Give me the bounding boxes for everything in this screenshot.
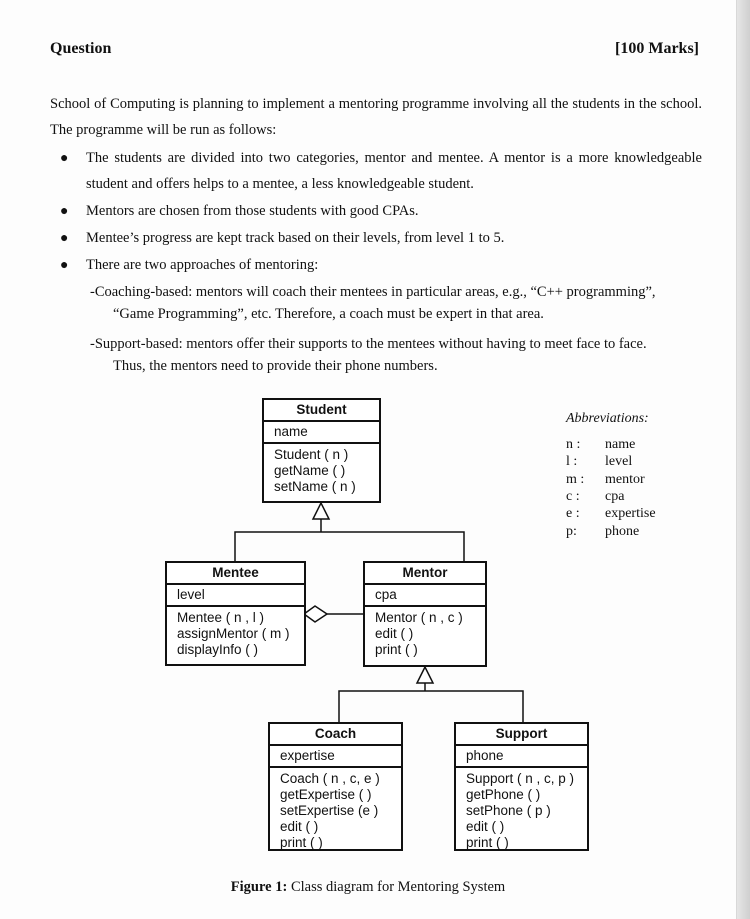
class-attribute: level [167, 585, 304, 607]
class-method: setName ( n ) [274, 479, 356, 494]
class-method: print ( ) [466, 835, 509, 850]
class-name: Mentor [365, 563, 485, 585]
class-attribute: cpa [365, 585, 485, 607]
abbreviation-key: c : [566, 489, 580, 504]
page-edge-shadow [737, 0, 750, 919]
abbreviation-value: level [605, 454, 633, 469]
class-coach [268, 722, 403, 851]
class-mentor [363, 561, 487, 667]
class-method: setExpertise (e ) [280, 803, 379, 818]
bullet-item: Mentee’s progress are kept track based on their levels, from level 1 to 5. [86, 230, 505, 246]
abbreviation-item [566, 506, 676, 524]
class-method: Support ( n , c, p ) [466, 771, 575, 786]
class-method: getExpertise ( ) [280, 787, 372, 802]
class-support [454, 722, 589, 851]
class-method: Mentee ( n , l ) [177, 610, 265, 625]
class-method: getPhone ( ) [466, 787, 541, 802]
class-method: getName ( ) [274, 463, 346, 478]
coaching-description: -Coaching-based: mentors will coach their mentees in particular areas, e.g., “C++ programming”, [90, 284, 656, 300]
bullet-icon: ● [60, 258, 69, 273]
abbreviation-item [566, 524, 676, 542]
figure-label: Figure 1: [230, 879, 288, 895]
class-mentee [165, 561, 306, 666]
inheritance-line [339, 691, 523, 722]
abbreviation-value: expertise [605, 506, 656, 521]
abbreviation-item [566, 437, 676, 455]
abbreviation-item [566, 454, 676, 472]
support-description: -Support-based: mentors offer their supports to the mentees without having to meet face to face. [90, 336, 647, 352]
class-method: Mentor ( n , c ) [375, 610, 463, 625]
class-method: assignMentor ( m ) [177, 626, 290, 641]
figure-caption-text: Class diagram for Mentoring System [287, 879, 506, 895]
marks-label: [100 Marks] [615, 40, 699, 57]
class-method: Student ( n ) [274, 447, 349, 462]
abbreviation-value: name [605, 437, 636, 452]
abbreviation-item [566, 489, 676, 507]
intro-paragraph: School of Computing is planning to implement a mentoring programme involving all the students in the school. The programme will be run as follows: [50, 96, 702, 138]
class-method: print ( ) [280, 835, 323, 850]
class-method: edit ( ) [280, 819, 319, 834]
bullet-item: There are two approaches of mentoring: [86, 257, 319, 273]
aggregation-diamond [304, 606, 327, 622]
abbreviations-title: Abbreviations: [566, 411, 649, 426]
bullet-icon: ● [60, 204, 69, 219]
abbreviation-key: l : [566, 454, 578, 469]
class-attribute: expertise [270, 746, 401, 768]
coaching-description-cont: “Game Programming”, etc. Therefore, a coach must be expert in that area. [113, 306, 544, 322]
bullet-icon: ● [60, 231, 69, 246]
class-method: displayInfo ( ) [177, 642, 259, 657]
bullet-item: The students are divided into two categories, mentor and mentee. A mentor is a more knowledgeable student and offers helps to a mentee, a less knowledgeable student. [86, 150, 702, 192]
abbreviation-item [566, 472, 676, 490]
inheritance-line [235, 532, 464, 562]
class-method: edit ( ) [466, 819, 505, 834]
question-heading: Question [50, 40, 112, 57]
class-name: Coach [270, 724, 401, 746]
abbreviation-key: n : [566, 437, 581, 452]
inheritance-arrow [417, 667, 433, 683]
class-name: Student [264, 400, 379, 422]
abbreviation-key: p: [566, 524, 577, 539]
abbreviation-value: phone [605, 524, 640, 539]
bullet-icon: ● [60, 151, 69, 166]
class-method: Coach ( n , c, e ) [280, 771, 380, 786]
abbreviation-key: e : [566, 506, 580, 521]
figure-caption [0, 879, 736, 896]
class-method: edit ( ) [375, 626, 414, 641]
inheritance-arrow [313, 503, 329, 519]
class-method: setPhone ( p ) [466, 803, 551, 818]
bullet-item: Mentors are chosen from those students with good CPAs. [86, 203, 419, 219]
abbreviation-key: m : [566, 472, 585, 487]
class-attribute: phone [456, 746, 587, 768]
abbreviation-value: mentor [605, 472, 645, 487]
support-description-cont: Thus, the mentors need to provide their phone numbers. [113, 358, 438, 374]
class-method: print ( ) [375, 642, 418, 657]
abbreviation-value: cpa [605, 489, 625, 504]
class-name: Mentee [167, 563, 304, 585]
class-attribute: name [264, 422, 379, 444]
class-name: Support [456, 724, 587, 746]
class-student [262, 398, 381, 503]
